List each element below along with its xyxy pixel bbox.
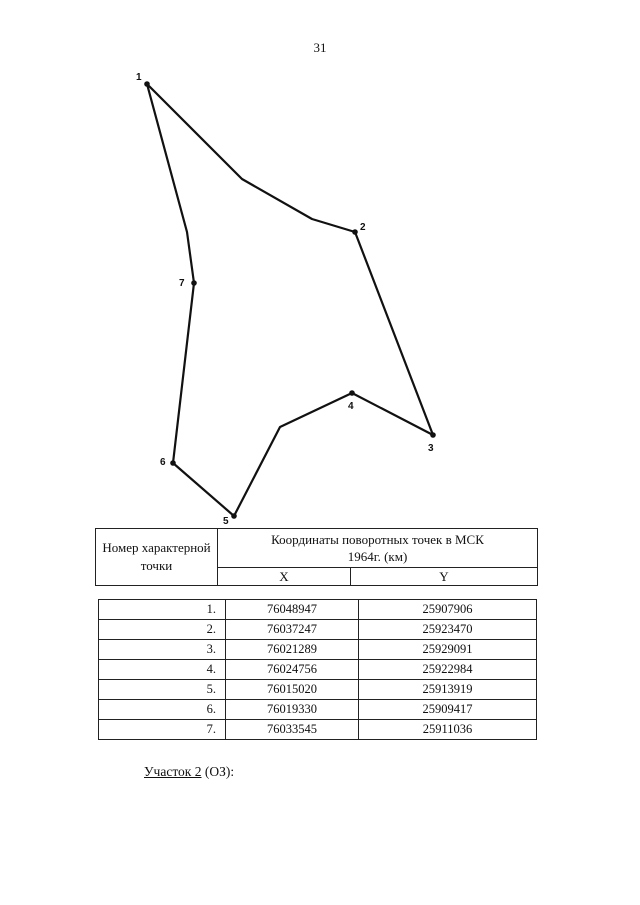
row-number: 6. [99, 700, 226, 720]
point-3-label: 3 [428, 443, 434, 454]
y-value: 25913919 [359, 680, 537, 700]
row-number: 5. [99, 680, 226, 700]
section-suffix: (ОЗ): [201, 764, 235, 779]
point-2-marker [352, 229, 358, 235]
y-value: 25922984 [359, 660, 537, 680]
header-x: X [218, 568, 351, 586]
point-5-label: 5 [223, 516, 229, 527]
x-value: 76048947 [226, 600, 359, 620]
row-number: 2. [99, 620, 226, 640]
page-number: 31 [313, 40, 327, 55]
y-value: 25909417 [359, 700, 537, 720]
point-7-marker [191, 280, 197, 286]
table-row [99, 660, 537, 680]
x-value: 76021289 [226, 640, 359, 660]
table-row [99, 680, 537, 700]
point-4-label: 4 [348, 401, 354, 412]
coordinates-table [98, 599, 537, 740]
y-value: 25923470 [359, 620, 537, 640]
point-1-label: 1 [136, 72, 142, 83]
row-number: 7. [99, 720, 226, 740]
x-value: 76037247 [226, 620, 359, 640]
header-coordinates: Координаты поворотных точек в МСК 1964г. (км) [218, 529, 538, 568]
header-point-number: Номер характерной точки [96, 529, 218, 586]
table-row [99, 720, 537, 740]
table-row [99, 600, 537, 620]
table-row [99, 620, 537, 640]
section-label [144, 764, 234, 780]
table-row [99, 640, 537, 660]
x-value: 76015020 [226, 680, 359, 700]
row-number: 3. [99, 640, 226, 660]
x-value: 76024756 [226, 660, 359, 680]
header-y: Y [351, 568, 538, 586]
y-value: 25907906 [359, 600, 537, 620]
point-7-label: 7 [179, 278, 185, 289]
row-number: 1. [99, 600, 226, 620]
row-number: 4. [99, 660, 226, 680]
section-title: Участок 2 [144, 764, 202, 779]
point-4-marker [349, 390, 355, 396]
coordinates-header-table [95, 528, 538, 586]
table-row [99, 700, 537, 720]
point-3-marker [430, 432, 436, 438]
y-value: 25929091 [359, 640, 537, 660]
point-6-marker [170, 460, 176, 466]
point-2-label: 2 [360, 222, 366, 233]
y-value: 25911036 [359, 720, 537, 740]
point-5-marker [231, 513, 237, 519]
point-1-marker [144, 81, 150, 87]
boundary-line [147, 84, 433, 516]
x-value: 76019330 [226, 700, 359, 720]
point-6-label: 6 [160, 457, 166, 468]
x-value: 76033545 [226, 720, 359, 740]
